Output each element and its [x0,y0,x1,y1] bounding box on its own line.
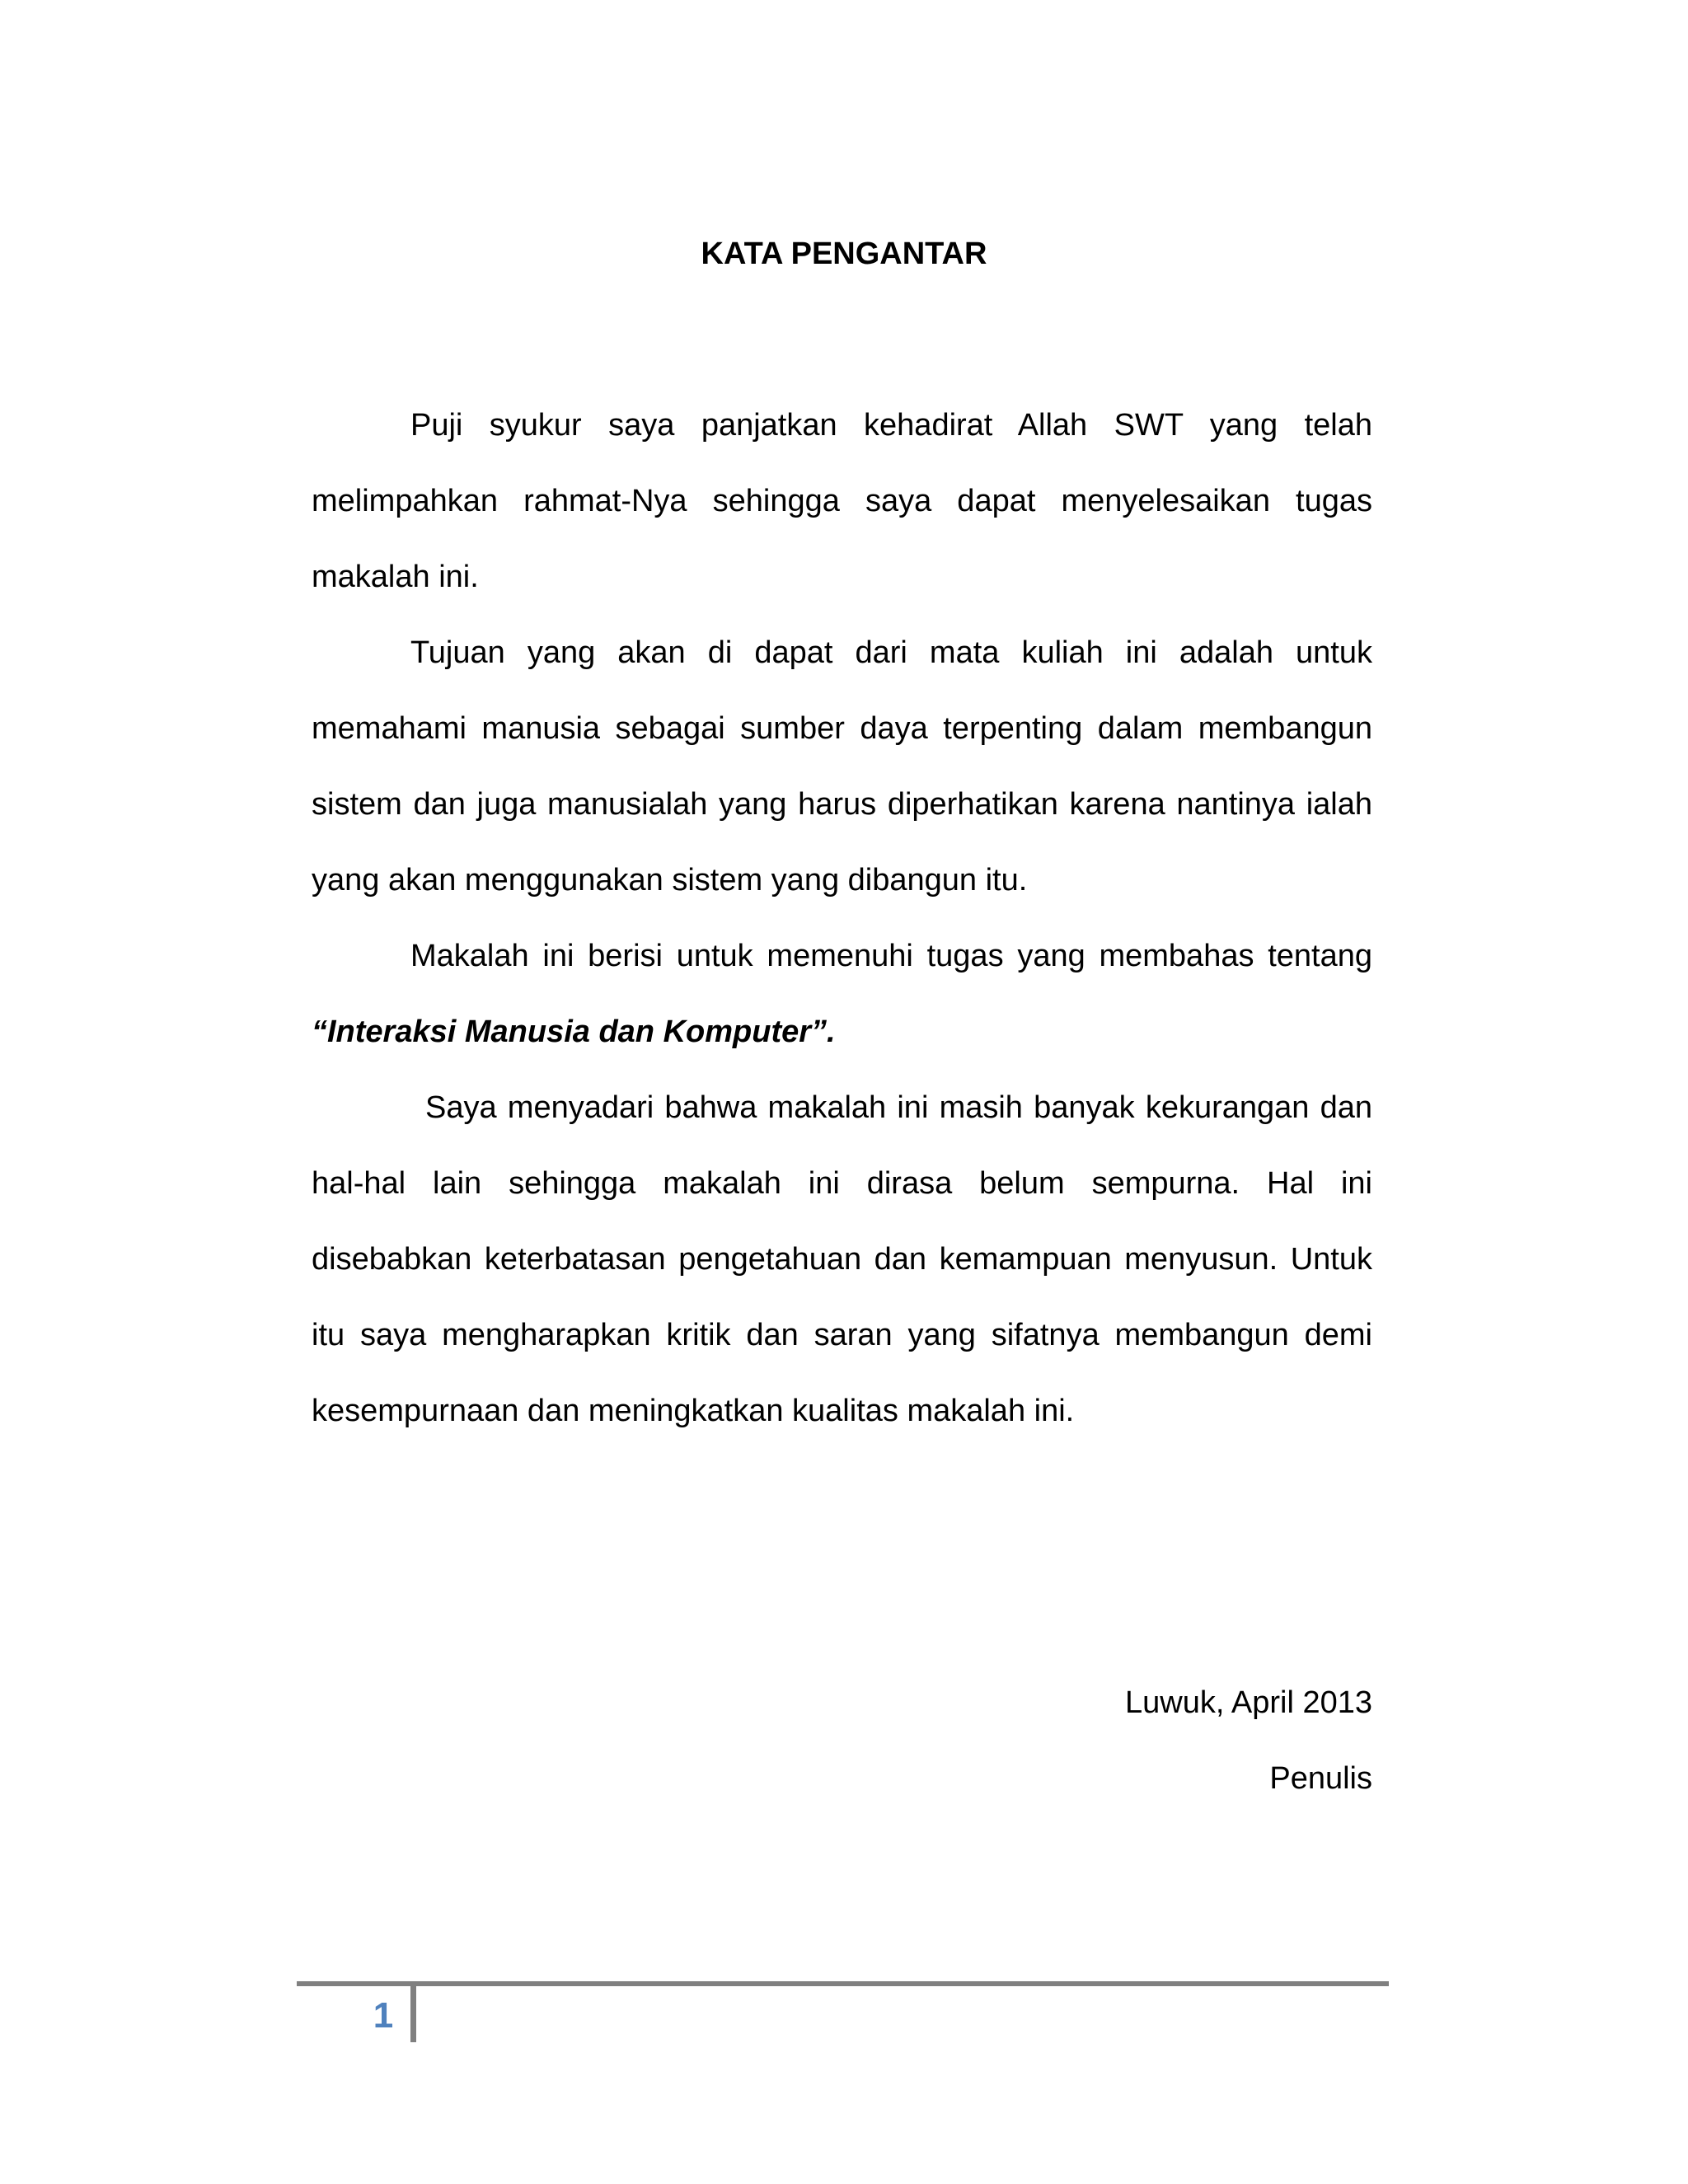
page-title: KATA PENGANTAR [701,237,987,271]
paragraph-topic [312,918,1372,1070]
paragraph-purpose: Tujuan yang akan di dapat dari mata kuliah ini adalah untuk memahami manusia sebagai sumber daya terpenting dalam membangun sistem dan juga manusialah yang harus diperhatikan karena nantinya ialah yang akan menggunakan sistem yang dibangun itu. [312,635,1372,898]
author-label: Penulis [1269,1761,1372,1796]
footer-divider [410,1981,416,2042]
document-body [312,387,1372,1449]
paragraph-topic-lead: Makalah ini berisi untuk memenuhi tugas yang membahas tentang [410,939,1372,973]
signature-block [1125,1665,1372,1816]
topic-title: “Interaksi Manusia dan Komputer”. [312,1015,836,1049]
place-date: Luwuk, April 2013 [1125,1685,1372,1720]
footer-rule [297,1981,1389,1986]
paragraph-apology: Saya menyadari bahwa makalah ini masih banyak kekurangan dan hal-hal lain sehingga makalah ini dirasa belum sempurna. Hal ini disebabkan keterbatasan pengetahuan dan kemampuan menyusun. Untuk itu saya mengharapkan kritik dan saran yang sifatnya membangun demi kesempurnaan dan meningkatkan kualitas makalah ini. [312,1090,1372,1428]
page-number: 1 [373,1995,394,2036]
paragraph-opening: Puji syukur saya panjatkan kehadirat Allah SWT yang telah melimpahkan rahmat-Nya sehingga saya dapat menyelesaikan tugas makalah ini. [312,408,1372,594]
